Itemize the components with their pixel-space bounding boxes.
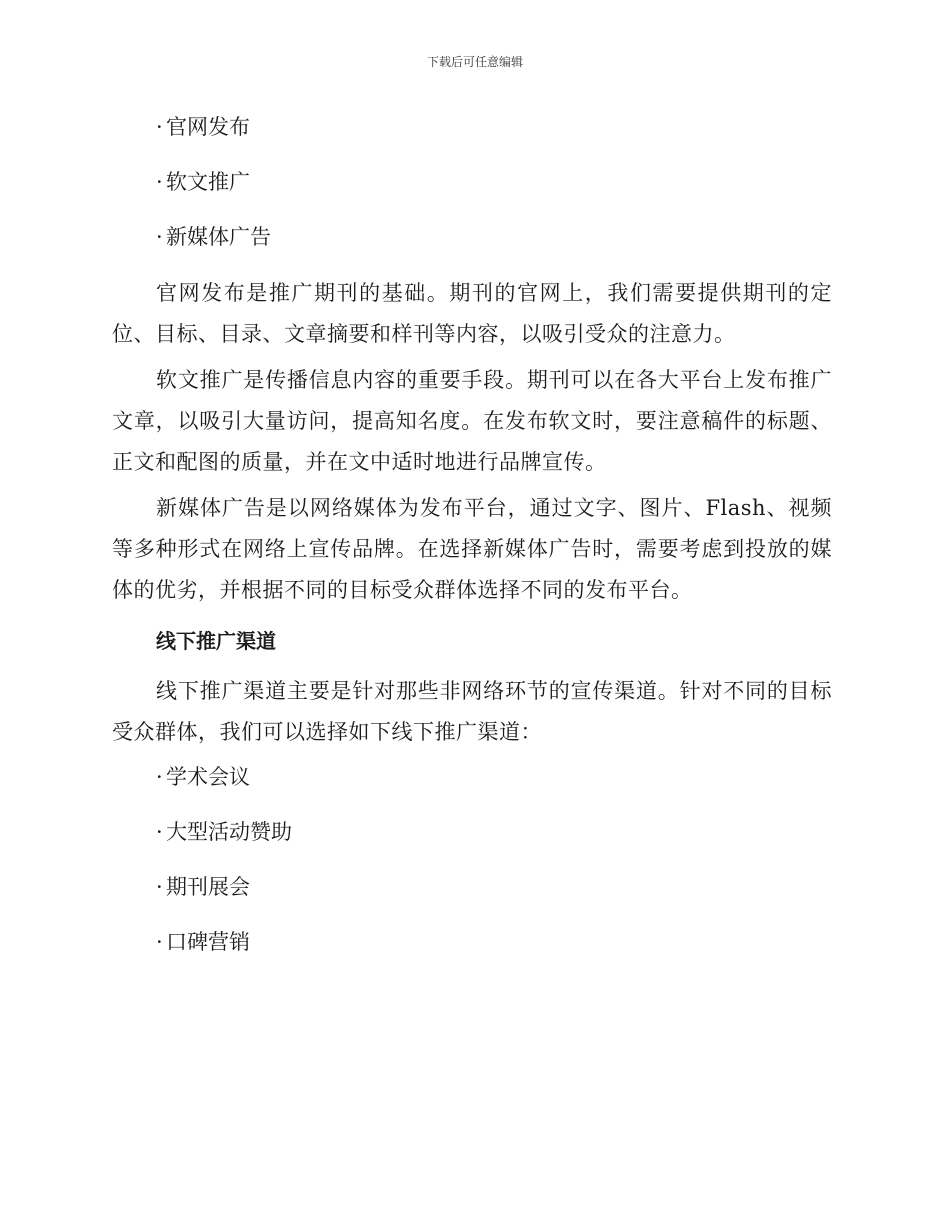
list-item xyxy=(112,758,832,813)
list-item-text: 新媒体广告 xyxy=(166,225,271,249)
list-item xyxy=(112,163,832,218)
list-item-text: 大型活动赞助 xyxy=(166,820,292,844)
paragraph: 新媒体广告是以网络媒体为发布平台，通过文字、图片、Flash、视频等多种形式在网络上宣传品牌。在选择新媒体广告时，需要考虑到投放的媒体的优劣，并根据不同的目标受众群体选择不同的发布平台。 xyxy=(112,496,832,602)
bullet-dot: · xyxy=(156,170,163,194)
document-body xyxy=(112,108,832,978)
list-item-text: 期刊展会 xyxy=(166,875,250,899)
list-item-text: 软文推广 xyxy=(166,170,250,194)
paragraph: 线下推广渠道主要是针对那些非网络环节的宣传渠道。针对不同的目标受众群体，我们可以选择如下线下推广渠道： xyxy=(112,679,832,744)
bullet-dot: · xyxy=(156,225,163,249)
list-item xyxy=(112,868,832,923)
list-item-text: 口碑营销 xyxy=(166,930,250,954)
list-item-text: 官网发布 xyxy=(166,115,250,139)
bullet-dot: · xyxy=(156,930,163,954)
list-item xyxy=(112,218,832,273)
bullet-dot: · xyxy=(156,115,163,139)
bullet-dot: · xyxy=(156,820,163,844)
paragraph: 软文推广是传播信息内容的重要手段。期刊可以在各大平台上发布推广文章，以吸引大量访问，提高知名度。在发布软文时，要注意稿件的标题、正文和配图的质量，并在文中适时地进行品牌宣传。 xyxy=(112,368,832,474)
list-item-text: 学术会议 xyxy=(166,765,250,789)
page-header: 下载后可任意编辑 xyxy=(426,55,523,69)
paragraph: 官网发布是推广期刊的基础。期刊的官网上，我们需要提供期刊的定位、目标、目录、文章摘要和样刊等内容，以吸引受众的注意力。 xyxy=(112,281,832,346)
list-item xyxy=(112,923,832,978)
bullet-dot: · xyxy=(156,875,163,899)
list-item xyxy=(112,108,832,163)
list-item xyxy=(112,813,832,868)
bullet-dot: · xyxy=(156,765,163,789)
section-heading: 线下推广渠道 xyxy=(156,629,276,653)
